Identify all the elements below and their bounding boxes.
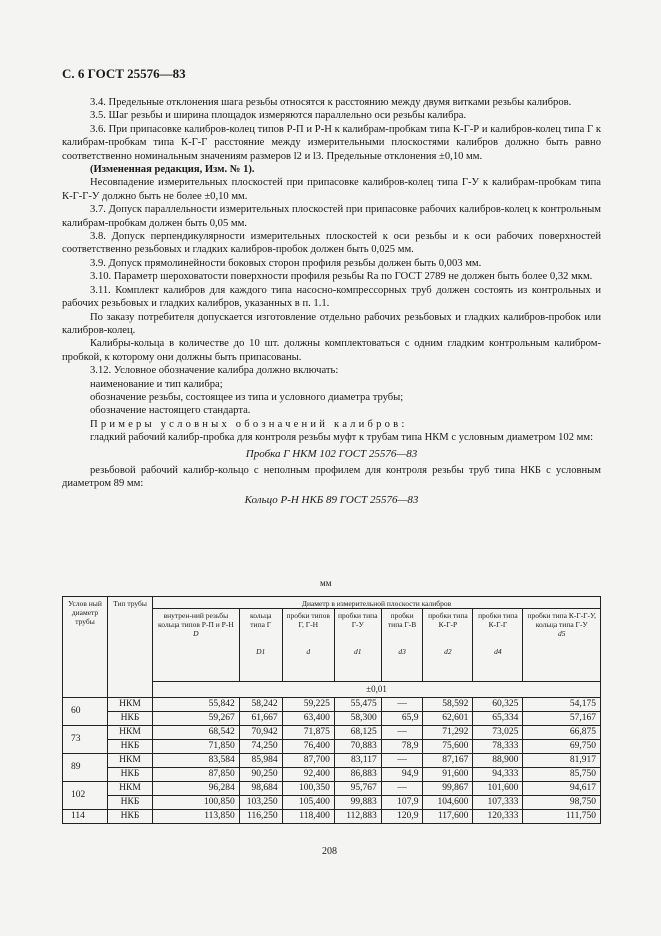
cell-value: 54,175 (523, 698, 601, 712)
cell-value: 61,667 (239, 712, 282, 726)
para-order: По заказу потребителя допускается изготовление отдельно рабочих резьбовых и гладких калибров-пробок или калибров-колец. (62, 311, 601, 336)
table-row (63, 810, 601, 824)
cell-value: 107,9 (381, 796, 423, 810)
cell-value: 87,850 (153, 768, 240, 782)
cell-value: 60,325 (473, 698, 523, 712)
cell-value: 71,850 (153, 740, 240, 754)
cell-diameter: 102 (63, 782, 108, 810)
cell-pipe-type: НКБ (108, 810, 153, 824)
cell-pipe-type: НКБ (108, 712, 153, 726)
cell-value: 83,584 (153, 754, 240, 768)
cell-value: 75,600 (423, 740, 473, 754)
cell-value: 92,400 (282, 768, 334, 782)
table-row (63, 768, 601, 782)
cell-value: 98,684 (239, 782, 282, 796)
header-tolerance: ±0,01 (153, 682, 601, 698)
cell-pipe-type: НКБ (108, 768, 153, 782)
table-unit: мм (320, 578, 332, 588)
header-c8: пробки типа К-Г-Р d2 (423, 609, 473, 682)
cell-value: — (381, 782, 423, 796)
cell-pipe-type: НКМ (108, 698, 153, 712)
para-rings: Калибры-кольца в количестве до 10 шт. должны комплектоваться с одним гладким контрольным калибром-пробкой, к которому они должны быть припасованы. (62, 338, 601, 363)
list-item-standard: обозначение настоящего стандарта. (90, 405, 251, 417)
para-3-9: 3.9. Допуск прямолинейности боковых сторон профиля резьбы должен быть 0,003 мм. (90, 257, 482, 269)
gauge-diameter-table (62, 596, 601, 824)
examples-heading: Примеры условных обозначений калибров: (90, 418, 408, 430)
cell-value: 100,350 (282, 782, 334, 796)
cell-value: 94,9 (381, 768, 423, 782)
cell-value: 76,400 (282, 740, 334, 754)
cell-value: 78,333 (473, 740, 523, 754)
cell-value: — (381, 698, 423, 712)
cell-value: 118,400 (282, 810, 334, 824)
cell-value: 73,025 (473, 726, 523, 740)
list-item-name: наименование и тип калибра; (90, 378, 223, 390)
cell-value: 95,767 (334, 782, 381, 796)
cell-value: 62,601 (423, 712, 473, 726)
cell-value: 71,292 (423, 726, 473, 740)
table-row (63, 796, 601, 810)
cell-value: 85,984 (239, 754, 282, 768)
page-header: С. 6 ГОСТ 25576—83 (62, 66, 186, 81)
cell-diameter: 89 (63, 754, 108, 782)
example-2-designation: Кольцо Р-Н НКБ 89 ГОСТ 25576—83 (244, 493, 419, 506)
header-c10: пробки типа К-Г-Г-У, кольца типа Г-У d5 (523, 609, 601, 682)
cell-value: 63,400 (282, 712, 334, 726)
para-3-4: 3.4. Предельные отклонения шага резьбы относятся к расстоянию между двумя витками резьбы калибров. (90, 97, 572, 108)
cell-pipe-type: НКБ (108, 740, 153, 754)
header-c3: внутрен-ний резьбы кольца типов Р-П и Р-Н D (153, 609, 240, 682)
cell-diameter: 60 (63, 698, 108, 726)
cell-value: 120,333 (473, 810, 523, 824)
cell-value: 59,267 (153, 712, 240, 726)
cell-value: 103,250 (239, 796, 282, 810)
cell-value: 58,242 (239, 698, 282, 712)
cell-value: 55,842 (153, 698, 240, 712)
cell-value: 83,117 (334, 754, 381, 768)
cell-value: 94,333 (473, 768, 523, 782)
para-3-7: 3.7. Допуск параллельности измерительных плоскостей при припасовке рабочих калибров-колец к контрольным калибрам-пробкам должен быть 0,05 мм. (62, 204, 601, 229)
cell-pipe-type: НКМ (108, 754, 153, 768)
body-text (62, 96, 601, 510)
cell-value: 78,9 (381, 740, 423, 754)
para-3-11: 3.11. Комплект калибров для каждого типа насосно-компрессорных труб должен состоять из контрольных и рабочих резьбовых и гладких калибров, указанных в п. 1.1. (62, 284, 601, 310)
cell-value: 74,250 (239, 740, 282, 754)
header-c4: кольца типа Г D1 (239, 609, 282, 682)
list-item-thread: обозначение резьбы, состоящее из типа и условного диаметра трубы; (90, 391, 404, 403)
table-row (63, 782, 601, 796)
cell-value: 59,225 (282, 698, 334, 712)
cell-pipe-type: НКМ (108, 782, 153, 796)
cell-diameter: 73 (63, 726, 108, 754)
cell-value: 71,875 (282, 726, 334, 740)
cell-value: 85,750 (523, 768, 601, 782)
para-3-6: 3.6. При припасовке калибров-колец типов Р-П и Р-Н к калибрам-пробкам типа К-Г-Р и калибров-колец типа Г к калибрам-пробкам типа К-Г-Г расстояние между измерительными плоскостями калибров должно быть равно соответственно номинальным значениям размеров l2 и l3. Предельные отклонения ±0,10 мм. (62, 123, 601, 162)
para-mismatch: Несовпадение измерительных плоскостей при припасовке калибров-колец типа Г-У к калибрам-пробкам типа К-Г-Г-У должно быть не более ±0,10 мм. (62, 177, 601, 202)
cell-value: 55,475 (334, 698, 381, 712)
header-diameter: Услов ный диаметр трубы (63, 597, 108, 698)
cell-value: 107,333 (473, 796, 523, 810)
amendment-note: (Измененная редакция, Изм. № 1). (90, 164, 255, 176)
cell-value: 120,9 (381, 810, 423, 824)
cell-value: 86,883 (334, 768, 381, 782)
cell-value: 104,600 (423, 796, 473, 810)
cell-pipe-type: НКМ (108, 726, 153, 740)
table-row (63, 740, 601, 754)
cell-value: 65,9 (381, 712, 423, 726)
header-group: Диаметр в измерительной плоскости калибров (153, 597, 601, 609)
cell-value: 81,917 (523, 754, 601, 768)
cell-value: 101,600 (473, 782, 523, 796)
cell-value: — (381, 726, 423, 740)
para-3-12: 3.12. Условное обозначение калибра должно включать: (90, 365, 339, 377)
cell-value: 99,883 (334, 796, 381, 810)
cell-pipe-type: НКБ (108, 796, 153, 810)
cell-value: 68,542 (153, 726, 240, 740)
header-pipe-type: Тип трубы (108, 597, 153, 698)
cell-value: 105,400 (282, 796, 334, 810)
cell-value: 70,942 (239, 726, 282, 740)
cell-value: 87,167 (423, 754, 473, 768)
header-c6: пробки типа Г-У d1 (334, 609, 381, 682)
cell-value: 88,900 (473, 754, 523, 768)
cell-value: 111,750 (523, 810, 601, 824)
cell-diameter: 114 (63, 810, 108, 824)
cell-value: 94,617 (523, 782, 601, 796)
cell-value: 58,300 (334, 712, 381, 726)
para-3-5: 3.5. Шаг резьбы и ширина площадок измеряются параллельно оси резьбы калибра. (90, 110, 467, 122)
example-1-designation: Пробка Г НКМ 102 ГОСТ 25576—83 (245, 447, 418, 460)
cell-value: 113,850 (153, 810, 240, 824)
cell-value: 96,284 (153, 782, 240, 796)
cell-value: 69,750 (523, 740, 601, 754)
cell-value: 66,875 (523, 726, 601, 740)
cell-value: 99,867 (423, 782, 473, 796)
cell-value: 117,600 (423, 810, 473, 824)
cell-value: 87,700 (282, 754, 334, 768)
cell-value: 116,250 (239, 810, 282, 824)
cell-value: 100,850 (153, 796, 240, 810)
table-row (63, 726, 601, 740)
cell-value: 70,883 (334, 740, 381, 754)
cell-value: — (381, 754, 423, 768)
para-3-10: 3.10. Параметр шероховатости поверхности профиля резьбы Ra по ГОСТ 2789 не должен быть более 0,32 мкм. (90, 271, 593, 283)
cell-value: 112,883 (334, 810, 381, 824)
page-number: 208 (322, 846, 337, 857)
para-3-8: 3.8. Допуск перпендикулярности измерительных плоскостей к оси резьбы и к оси рабочих поверхностей соответственно резьбовых и гладких калибров-пробок должен быть 0,025 мм. (62, 231, 601, 256)
cell-value: 57,167 (523, 712, 601, 726)
table-row (63, 754, 601, 768)
header-c9: пробки типа К-Г-Г d4 (473, 609, 523, 682)
cell-value: 65,334 (473, 712, 523, 726)
cell-value: 58,592 (423, 698, 473, 712)
cell-value: 91,600 (423, 768, 473, 782)
header-c5: пробки типов Г, Г-Н d (282, 609, 334, 682)
header-c7: пробки типа Г-В d3 (381, 609, 423, 682)
cell-value: 98,750 (523, 796, 601, 810)
example-2-text: резьбовой рабочий калибр-кольцо с неполным профилем для контроля резьбы труб типа НКБ с условным диаметром 89 мм: (62, 464, 601, 490)
cell-value: 68,125 (334, 726, 381, 740)
table-row (63, 698, 601, 712)
example-1-text: гладкий рабочий калибр-пробка для контроля резьбы муфт к трубам типа НКМ с условным диаметром 102 мм: (90, 432, 594, 444)
cell-value: 90,250 (239, 768, 282, 782)
table-row (63, 712, 601, 726)
